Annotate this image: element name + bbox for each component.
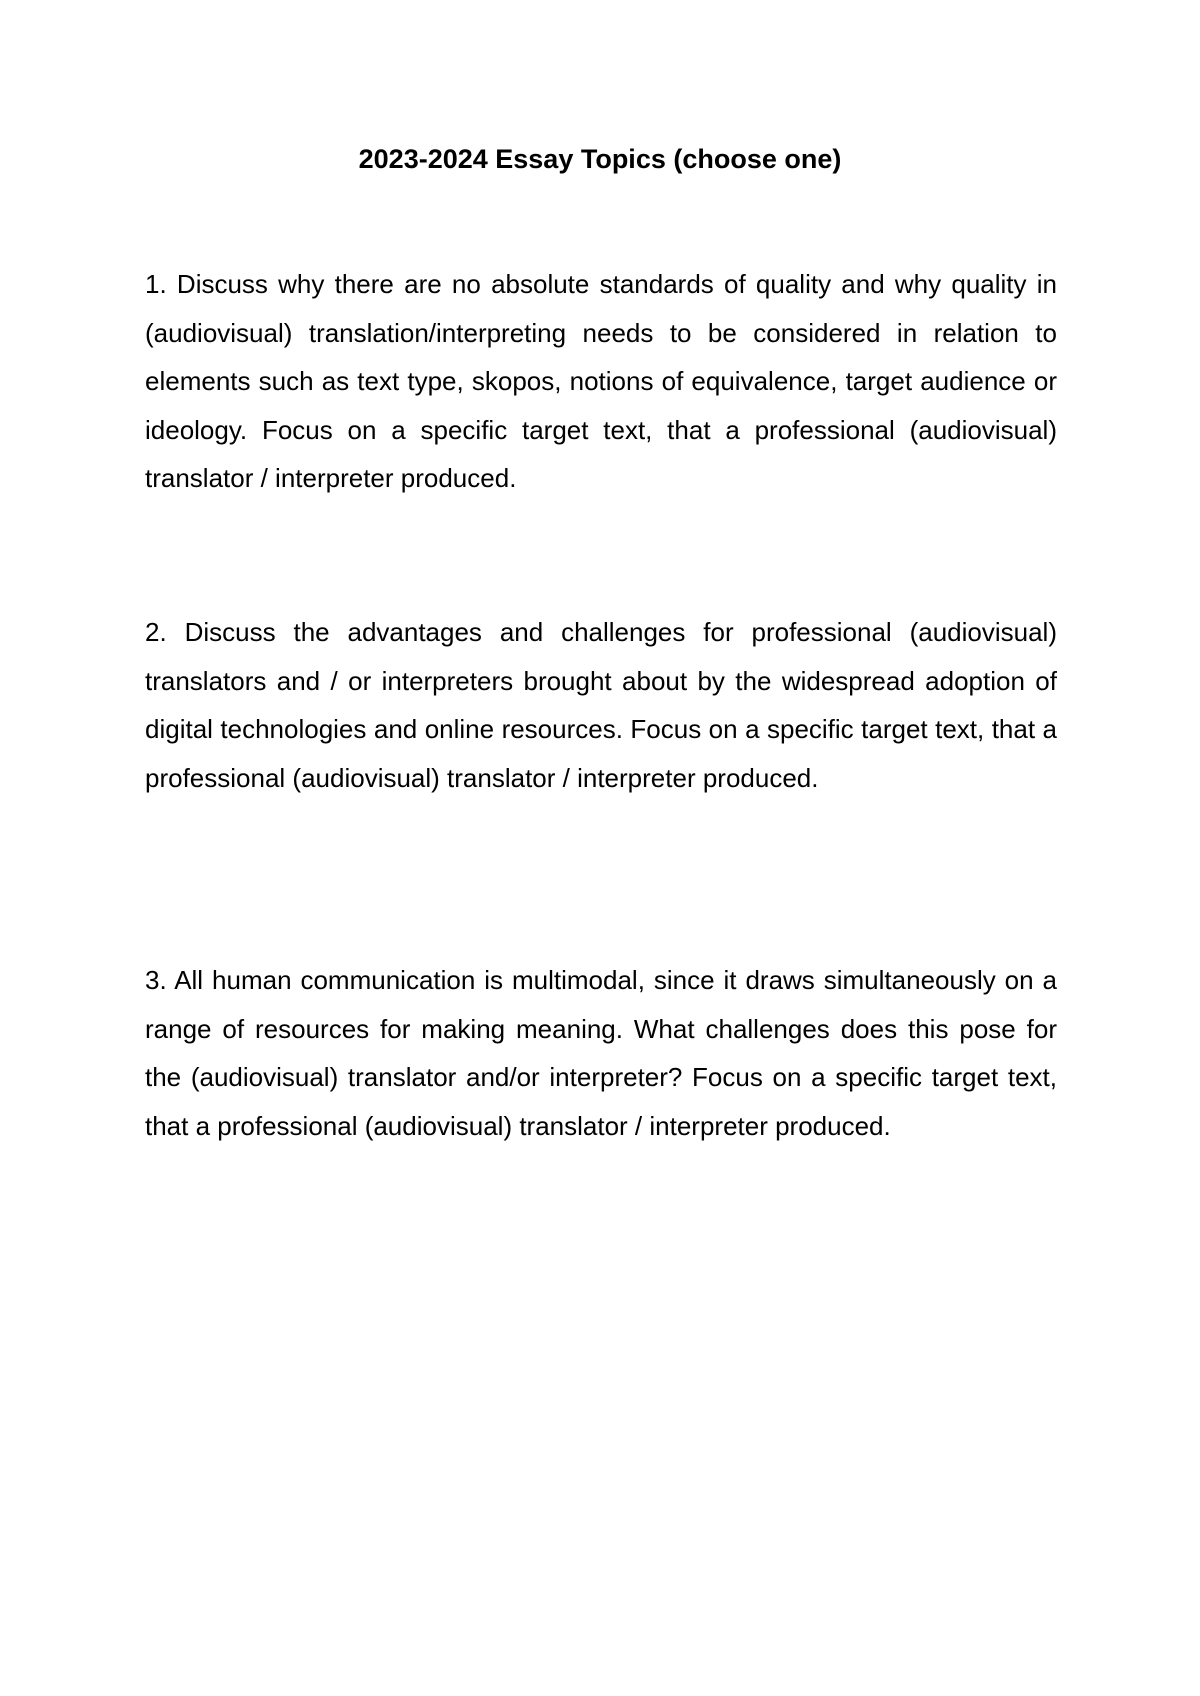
document-title: 2023-2024 Essay Topics (choose one) <box>358 144 842 174</box>
essay-topic-2: 2. Discuss the advantages and challenges for professional (audiovisual) translators and / or interpreters brought about by the widespread adoption of digital technologies and online resources. Focus on a specific target text, that a professional (audiovisual) translator / interpreter produced. <box>145 617 1057 793</box>
essay-topic-1: 1. Discuss why there are no absolute standards of quality and why quality in (audiovisual) translation/interpreting needs to be considered in relation to elements such as text type, skopos, notions of equivalence, target audience or ideology. Focus on a specific target text, that a professional (audiovisual) translator / interpreter produced. <box>145 269 1057 494</box>
essay-topic-3: 3. All human communication is multimodal, since it draws simultaneously on a range of resources for making meaning. What challenges does this pose for the (audiovisual) translator and/or interpreter? Focus on a specific target text, that a professional (audiovisual) translator / interpreter produced. <box>145 965 1057 1141</box>
